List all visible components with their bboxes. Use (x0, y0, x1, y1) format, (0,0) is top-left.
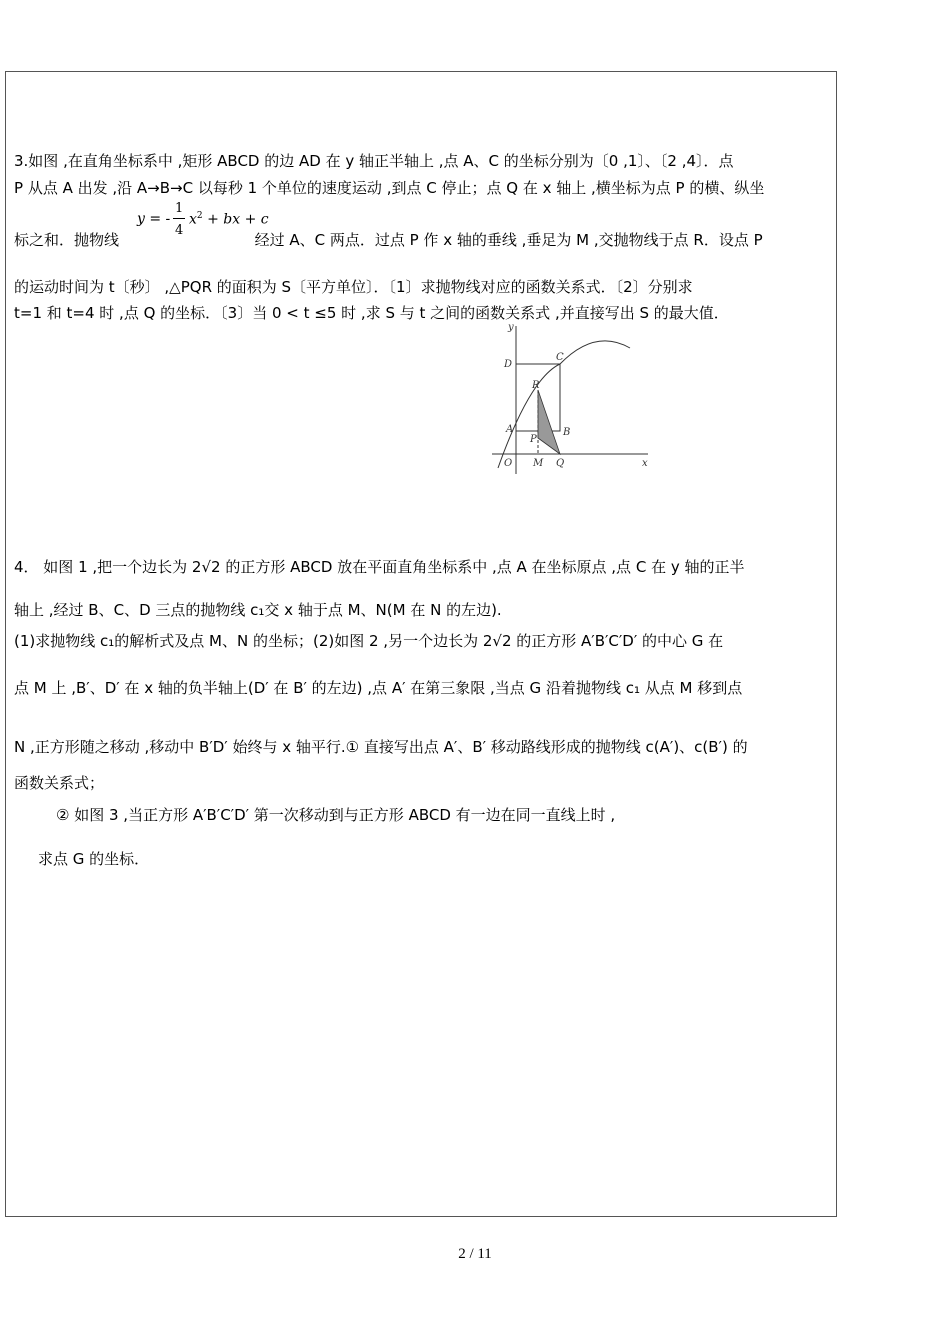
label-B: B (563, 427, 571, 438)
problem4-line7: ② 如图 3 ,当正方形 A′B′C′D′ 第一次移动到与正方形 ABCD 有一边在同一直线上时 , (56, 806, 616, 824)
problem3-line5: t=1 和 t=4 时 ,点 Q 的坐标．〔3〕当 0 < t ≤5 时 ,求 S 与 t 之间的函数关系式 ,并直接写出 S 的最大值． (14, 304, 729, 322)
label-P: P (530, 434, 537, 445)
triangle-pqr (538, 390, 560, 454)
problem4-line6: 函数关系式； (14, 774, 105, 792)
label-y: y (508, 322, 514, 333)
problem3-line4: 的运动时间为 t〔秒〕 ,△PQR 的面积为 S〔平方单位〕．〔1〕求抛物线对应的函数关系式．〔2〕分别求 (14, 278, 693, 296)
problem4-line1: 4． 如图 1 ,把一个边长为 2√2 的正方形 ABCD 放在平面直角坐标系中 ,点 A 在坐标原点 ,点 C 在 y 轴的正半 (14, 558, 745, 576)
label-D: D (504, 359, 513, 370)
label-C: C (556, 352, 564, 363)
problem3-figure (480, 318, 660, 478)
problem3-line2: P 从点 A 出发 ,沿 A→B→C 以每秒 1 个单位的速度运动 ,到点 C 停止；点 Q 在 x 轴上 ,横坐标为点 P 的横、纵坐 (14, 179, 765, 197)
problem4-line8: 求点 G 的坐标． (38, 850, 150, 868)
problem3-line3-post: 经过 A、C 两点．过点 P 作 x 轴的垂线 ,垂足为 M ,交抛物线于点 R．设点 P (254, 231, 763, 249)
problem4-line3: (1)求抛物线 c₁的解析式及点 M、N 的坐标；(2)如图 2 ,另一个边长为 2√2 的正方形 A′B′C′D′ 的中心 G 在 (14, 632, 724, 650)
page-number: 2 / 11 (458, 1246, 492, 1262)
problem4-line5: N ,正方形随之移动 ,移动中 B′D′ 始终与 x 轴平行.① 直接写出点 A′、B′ 移动路线形成的抛物线 c(A′)、c(B′) 的 (14, 738, 748, 756)
parabola-formula: y = - 1 4 $x^2$ + bx + c (137, 201, 269, 238)
label-O: O (504, 458, 513, 469)
label-Q: Q (556, 458, 565, 469)
parabola-curve (498, 341, 630, 468)
problem4-line2: 轴上 ,经过 B、C、D 三点的抛物线 c₁交 x 轴于点 M、N(M 在 N 的左边). (14, 601, 502, 619)
label-x: x (642, 458, 648, 469)
label-R: R (532, 380, 540, 391)
label-A: A (506, 424, 514, 435)
problem3-line1: 3.如图 ,在直角坐标系中 ,矩形 ABCD 的边 AD 在 y 轴正半轴上 ,点 A、C 的坐标分别为〔0 ,1〕、〔2 ,4〕．点 (14, 152, 734, 170)
label-M: M (533, 458, 544, 469)
problem4-line4: 点 M 上 ,B′、D′ 在 x 轴的负半轴上(D′ 在 B′ 的左边) ,点 A′ 在第三象限 ,当点 G 沿着抛物线 c₁ 从点 M 移到点 (14, 679, 743, 697)
problem3-line3-pre: 标之和．抛物线 (14, 231, 120, 249)
